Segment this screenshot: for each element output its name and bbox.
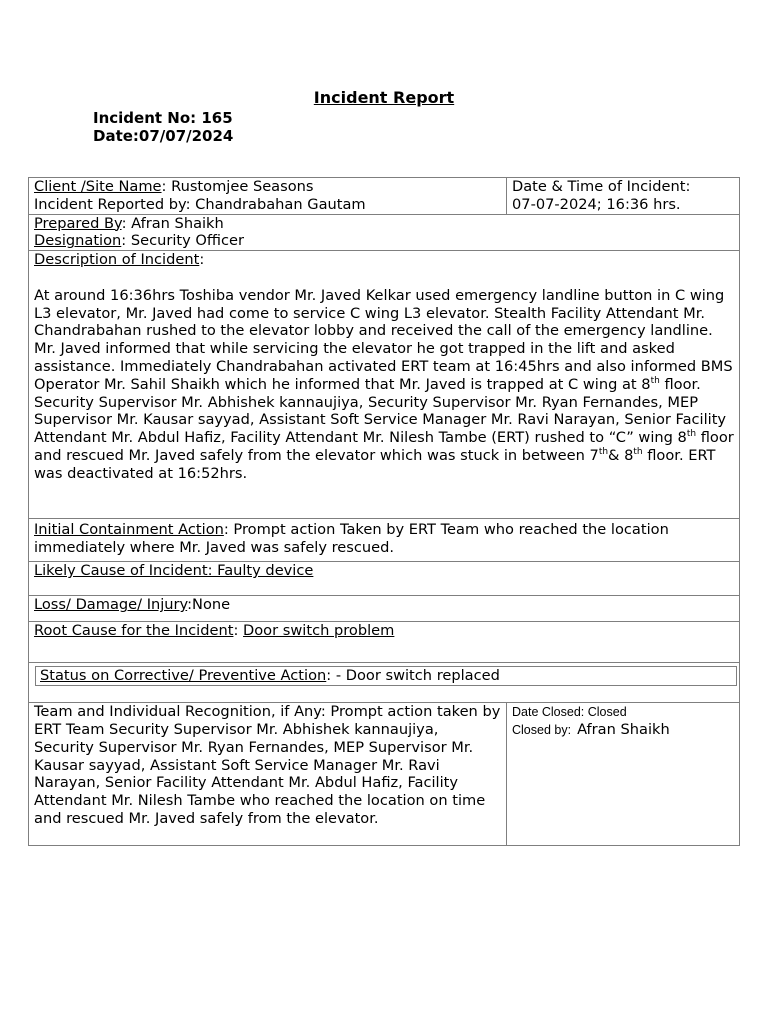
reported-by: Incident Reported by: Chandrabahan Gautam	[34, 195, 366, 213]
recognition-cell	[29, 703, 507, 846]
cause-cell	[29, 562, 740, 596]
incident-number: Incident No: 165	[93, 109, 233, 127]
ordinal-sup-4: th	[633, 446, 643, 457]
containment-row	[29, 519, 740, 562]
root-cause-row	[29, 622, 740, 663]
recognition-text: Team and Individual Recognition, if Any: Prompt action taken by ERT Team Security Supervisor Mr. Abhishek kannaujiya, Security Supervisor Mr. Ryan Fernandes, MEP Supervisor Mr. Kausar sayyad, Assistant Soft Service Manager Mr. Ravi Narayan, Senior Facility Attendant Mr. Abdul Hafiz, Facility Attendant Mr. Nilesh Tambe who reached the location on time and rescued Mr. Javed safely from the elevator.	[34, 703, 501, 827]
loss-value: :None	[187, 596, 231, 614]
client-site-label: Client /Site Name	[34, 178, 162, 195]
root-cause-label: Root Cause for the Incident	[34, 622, 234, 640]
likely-cause: Likely Cause of Incident: Faulty device	[34, 562, 314, 580]
description-text-3: floor and rescued Mr. Javed safely from the elevator which was stuck in between 7	[34, 429, 734, 464]
designation-line	[34, 232, 734, 250]
description-text-2: floor. Security Supervisor Mr. Abhishek kannaujiya, Security Supervisor Mr. Ryan Fernandes, MEP Supervisor Mr. Kausar sayyad, Assistant Soft Service Manager Mr. Ravi Narayan, Senior Facility Attendant Mr. Abdul Hafiz, Facility Attendant Mr. Nilesh Tambe (ERT) rushed to “C” wing 8	[34, 375, 727, 447]
prepared-row	[29, 214, 740, 251]
containment-value: : Prompt action Taken by ERT Team who reached the location immediately where Mr. Javed was safely rescued.	[34, 521, 669, 556]
ordinal-sup-1: th	[650, 375, 660, 386]
loss-cell	[29, 596, 740, 622]
status-label: Status on Corrective/ Preventive Action	[40, 667, 327, 685]
client-site-line	[34, 178, 501, 196]
incident-datetime-label: Date & Time of Incident:	[512, 178, 691, 195]
prepared-cell	[29, 214, 740, 251]
closed-by-label: Closed by:	[512, 723, 572, 738]
prepared-by-label: Prepared By	[34, 214, 122, 232]
ordinal-sup-3: th	[598, 446, 609, 457]
containment-cell	[29, 519, 740, 562]
root-cause-colon: :	[233, 622, 244, 640]
containment-text	[34, 521, 734, 557]
root-cause-line	[34, 622, 734, 640]
client-site-value: : Rustomjee Seasons	[161, 178, 314, 195]
incident-datetime-cell	[507, 178, 740, 215]
description-colon: :	[199, 251, 205, 269]
status-value: : - Door switch replaced	[326, 667, 500, 685]
loss-row	[29, 596, 740, 622]
designation-value: : Security Officer	[121, 232, 245, 250]
prepared-by-line	[34, 215, 734, 233]
incident-date: Date:07/07/2024	[93, 127, 234, 145]
description-row	[29, 251, 740, 519]
client-row	[29, 178, 740, 215]
designation-label: Designation	[34, 232, 122, 250]
prepared-by-value: : Afran Shaikh	[121, 214, 224, 232]
loss-line	[34, 596, 734, 614]
status-box	[35, 666, 737, 686]
root-cause-cell	[29, 622, 740, 663]
containment-label: Initial Containment Action	[34, 521, 224, 539]
date-closed: Date Closed: Closed	[512, 705, 627, 720]
closed-by-line	[512, 721, 734, 739]
description-body	[34, 287, 734, 483]
status-cell	[29, 663, 740, 703]
description-cell	[29, 251, 740, 519]
closed-by-value: Afran Shaikh	[577, 721, 670, 739]
closure-cell	[507, 703, 740, 846]
description-label: Description of Incident	[34, 251, 200, 269]
report-title: Incident Report	[313, 88, 455, 107]
ordinal-sup-2: th	[686, 429, 697, 440]
cause-row	[29, 562, 740, 596]
status-row	[29, 663, 740, 703]
description-text-5: floor. ERT was deactivated at 16:52hrs.	[34, 446, 716, 482]
client-cell	[29, 178, 507, 215]
description-text-4: & 8	[608, 446, 634, 464]
incident-report-table	[28, 177, 740, 846]
incident-datetime-value: 07-07-2024; 16:36 hrs.	[512, 195, 681, 213]
root-cause-value: Door switch problem	[243, 622, 395, 640]
recognition-row	[29, 703, 740, 846]
description-heading	[34, 251, 734, 269]
description-text-1: At around 16:36hrs Toshiba vendor Mr. Javed Kelkar used emergency landline button in C wing L3 elevator, Mr. Javed had come to service C wing L3 elevator. Stealth Facility Attendant Mr. Chandrabahan rushed to the elevator lobby and received the call of the emergency landline. Mr. Javed informed that while servicing the elevator he got trapped in the lift and asked assistance. Immediately Chandrabahan activated ERT team at 16:45hrs and also informed BMS Operator Mr. Sahil Shaikh which he informed that Mr. Javed is trapped at C wing at 8	[34, 286, 733, 393]
loss-label: Loss/ Damage/ Injury	[34, 596, 188, 614]
